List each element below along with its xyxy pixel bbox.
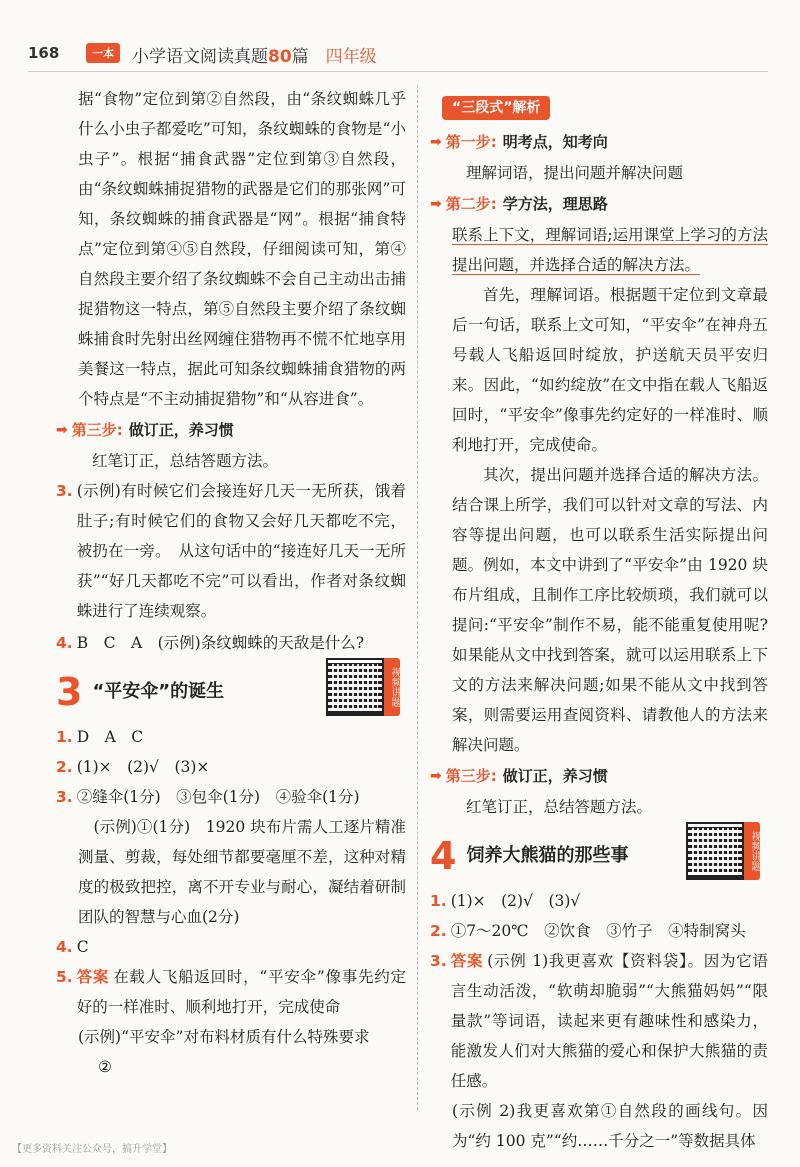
step-text: 红笔订正，总结答题方法。 bbox=[466, 798, 653, 816]
question-number: 5. bbox=[56, 968, 73, 986]
s3-question-5-extra2: ② bbox=[98, 1058, 112, 1076]
step-title: 做订正，养习惯 bbox=[502, 767, 608, 785]
footer-note: 【更多资料关注公众号，搞升学堂】 bbox=[12, 1144, 172, 1155]
header-rule bbox=[28, 71, 768, 72]
s3-question-2 bbox=[56, 752, 406, 782]
analysis-paragraph-2: 其次，提出问题并选择合适的解决方法。结合课上所学，我们可以针对文章的写法、内容等提出问题，也可以联系生活实际提出问题。例如，本文中讲到了“平安伞”由 1920 块布片组成，且制作工序比较烦琐，我们就可以提问:“平安伞”制作不易，能不能重复使用呢? 如果能从文中找到答案，就可以运用联系上下文的方法来解决问题;如果不能从文中找到答案，则需要运用查阅资料、请教他人的方法来解决问题。 bbox=[452, 466, 768, 754]
book-title-pre: 小学语文阅读真题 bbox=[132, 47, 268, 67]
section-3-title bbox=[56, 664, 406, 720]
arrow-icon: ➡ bbox=[430, 196, 442, 212]
arrow-icon: ➡ bbox=[56, 422, 68, 438]
step-title: 明考点，知考向 bbox=[502, 133, 608, 151]
question-4 bbox=[56, 628, 406, 658]
answer-tag: 答案 bbox=[450, 952, 484, 970]
intro-paragraph: 据“食物”定位到第②自然段，由“条纹蜘蛛几乎什么小虫子都爱吃”可知，条纹蜘蛛的食物是“小虫子”。根据“捕食武器”定位到第③自然段，由“条纹蜘蛛捕捉猎物的武器是它们的那张网”可知，条纹蜘蛛的捕食武器是“网”。根据“捕食特点”定位到第④⑤自然段，仔细阅读可知，第④自然段主要介绍了条纹蜘蛛不会自己主动出击捕捉猎物这一特点，第⑤自然段主要介绍了条纹蜘蛛捕食时先射出丝网缠住猎物再不慌不忙地享用美餐这一特点，据此可知条纹蜘蛛捕食猎物的两个特点是“不主动捕捉猎物”和“从容进食”。 bbox=[78, 90, 406, 408]
section-4-title bbox=[430, 828, 768, 884]
video-explain-tag: 视频讲题 bbox=[744, 822, 760, 880]
s4-question-2 bbox=[430, 916, 768, 946]
section-title-text: “平安伞”的诞生 bbox=[92, 681, 225, 702]
answer-tag: 答案 bbox=[76, 968, 110, 986]
question-number: 3. bbox=[56, 788, 73, 806]
step-title: 做订正，养习惯 bbox=[128, 421, 234, 439]
grade-label: 四年级 bbox=[325, 47, 377, 67]
qr-code-icon[interactable] bbox=[326, 658, 384, 716]
page-number: 168 bbox=[28, 44, 60, 62]
question-answer bbox=[77, 962, 406, 1022]
question-answer: (1)× (2)√ (3)√ bbox=[450, 892, 581, 910]
question-answer: (示例)有时候它们会接连好几天一无所获，饿着肚子;有时候它们的食物又会好几天都吃不完，被扔在一旁。 从这句话中的“接连好几天一无所获”“好几天都吃不完”可以看出，作者对条纹蜘蛛进行了连续观察。 bbox=[76, 482, 406, 620]
question-answer: ②缝伞(1分) ③包伞(1分) ④验伞(1分) bbox=[76, 788, 360, 806]
s4-question-1 bbox=[430, 886, 768, 916]
question-answer: (1)× (2)√ (3)× bbox=[76, 758, 210, 776]
s4-question-3 bbox=[430, 946, 768, 1096]
step-label: 第二步: bbox=[445, 195, 497, 213]
step-text: 理解词语，提出问题并解决问题 bbox=[466, 164, 684, 182]
s3-question-5-extra: (示例)“平安伞”对布料材质有什么特殊要求 bbox=[78, 1028, 370, 1046]
question-3 bbox=[56, 476, 406, 626]
analysis-badge: “三段式”解析 bbox=[442, 96, 550, 120]
column-divider bbox=[417, 85, 418, 1110]
s3-question-4 bbox=[56, 932, 406, 962]
answer-text: (示例 1)我更喜欢【资料袋】。因为它语言生动活泼，“软萌却脆弱”“大熊猫妈妈”“限量款”等词语，读起来更有趣味性和感染力，能激发人们对大熊猫的爱心和保护大熊猫的责任感。 bbox=[450, 952, 768, 1090]
video-explain-tag: 视频讲题 bbox=[384, 658, 400, 716]
question-answer: ①7～20℃ ②饮食 ③竹子 ④特制窝头 bbox=[450, 922, 746, 940]
section-number: 3 bbox=[56, 670, 83, 714]
right-step2 bbox=[430, 188, 768, 220]
step-text: 红笔订正，总结答题方法。 bbox=[92, 452, 279, 470]
question-answer: B C A (示例)条纹蜘蛛的天敌是什么? bbox=[76, 634, 365, 652]
right-step1 bbox=[430, 126, 768, 158]
right-step3 bbox=[430, 760, 768, 792]
step-label: 第三步: bbox=[71, 421, 123, 439]
analysis-paragraph-1: 首先，理解词语。根据题干定位到文章最后一句话，联系上文可知，“平安伞”在神舟五号载人飞船返回时绽放，护送航天员平安归来。因此，“如约绽放”在文中指在载人飞船返回时，“平安伞”像事先约定好的一样准时、顺利地打开，完成使命。 bbox=[452, 286, 768, 454]
s3-question-5 bbox=[56, 962, 406, 1022]
left-step3 bbox=[56, 414, 406, 446]
question-number: 3. bbox=[56, 482, 73, 500]
arrow-icon: ➡ bbox=[430, 134, 442, 150]
question-answer bbox=[451, 946, 768, 1096]
section-title-text: 饲养大熊猫的那些事 bbox=[466, 845, 629, 866]
brand-logo: 一本 bbox=[86, 43, 120, 63]
question-number: 3. bbox=[430, 952, 447, 970]
question-number: 4. bbox=[56, 634, 73, 652]
qr-code-icon[interactable] bbox=[686, 822, 744, 880]
question-number: 2. bbox=[430, 922, 447, 940]
question-number: 1. bbox=[430, 892, 447, 910]
step-label: 第一步: bbox=[445, 133, 497, 151]
book-title-80: 80 bbox=[268, 47, 292, 67]
step-label: 第三步: bbox=[445, 767, 497, 785]
s3-question-3 bbox=[56, 782, 406, 812]
page-header bbox=[28, 38, 768, 72]
question-number: 1. bbox=[56, 728, 73, 746]
s3-question-1 bbox=[56, 722, 406, 752]
step-title: 学方法，理思路 bbox=[502, 195, 608, 213]
left-column bbox=[56, 84, 406, 1082]
s3-question-3-extra: (示例)①(1分) 1920 块布片需人工逐片精准测量、剪裁，每处细节都要毫厘不差，这种对精度的极致把控，离不开专业与耐心，凝结着研制团队的智慧与心血(2分) bbox=[78, 818, 406, 926]
arrow-icon: ➡ bbox=[430, 768, 442, 784]
book-title bbox=[132, 42, 377, 67]
right-column bbox=[430, 92, 768, 1156]
book-title-mid: 篇 bbox=[291, 47, 309, 67]
s4-question-3-extra: (示例 2)我更喜欢第①自然段的画线句。因为“约 100 克”“约……千分之一”等数据具体 bbox=[452, 1102, 768, 1150]
section-number: 4 bbox=[430, 834, 457, 878]
question-number: 4. bbox=[56, 938, 73, 956]
question-answer: C bbox=[76, 938, 89, 956]
answer-text: 在载人飞船返回时，“平安伞”像事先约定好的一样准时、顺利地打开，完成使命 bbox=[76, 968, 406, 1016]
question-answer: D A C bbox=[76, 728, 144, 746]
question-number: 2. bbox=[56, 758, 73, 776]
step-text-underlined: 联系上下文，理解词语;运用课堂上学习的方法提出问题，并选择合适的解决方法。 bbox=[452, 226, 768, 274]
